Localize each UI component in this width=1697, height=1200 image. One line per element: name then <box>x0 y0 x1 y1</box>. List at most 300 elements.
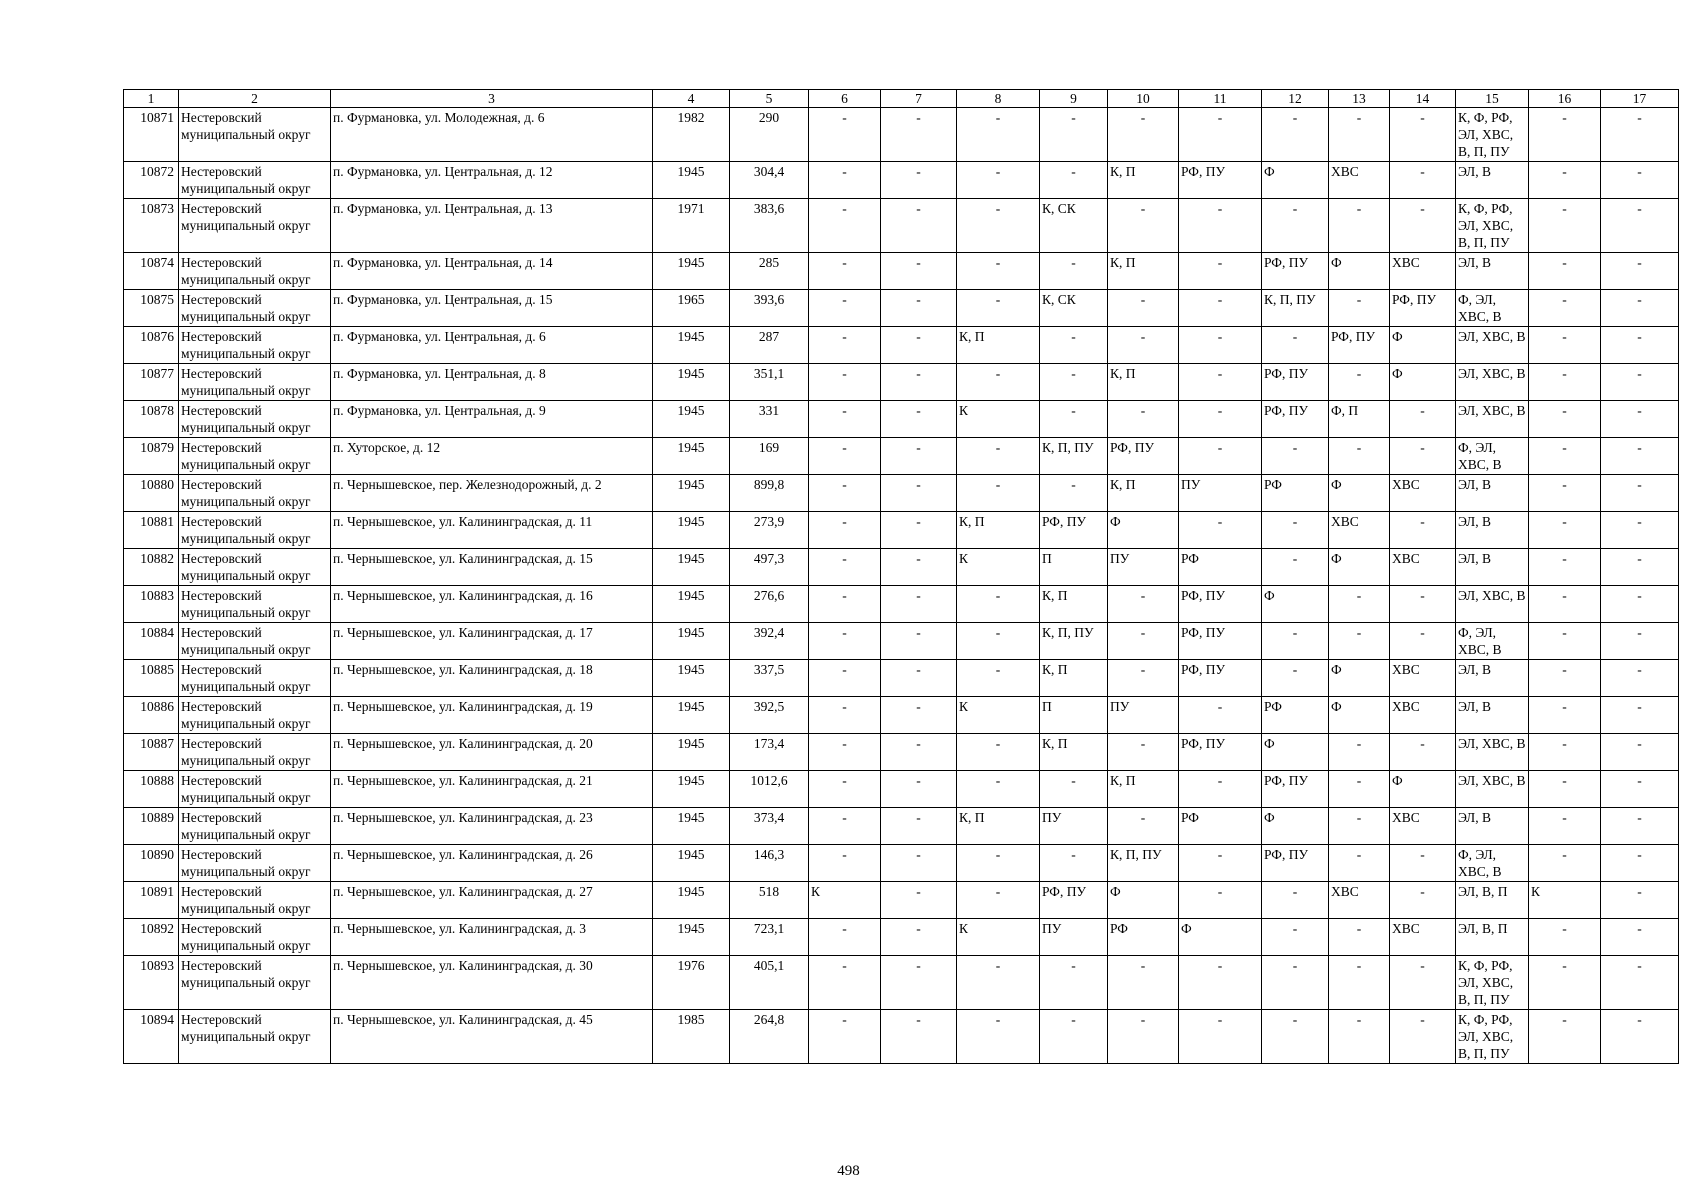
table-cell-col-5: 276,6 <box>730 586 809 623</box>
table-cell-col-10: К, П <box>1108 475 1179 512</box>
table-row <box>124 734 1679 771</box>
table-cell-col-5: 290 <box>730 108 809 162</box>
table-cell-col-10: - <box>1108 108 1179 162</box>
table-cell-col-13: ХВС <box>1329 512 1390 549</box>
table-cell-col-17: - <box>1601 327 1679 364</box>
table-cell-col-16: - <box>1529 512 1601 549</box>
table-cell-col-7: - <box>881 162 957 199</box>
table-cell-col-6: - <box>809 845 881 882</box>
table-cell-col-2: Нестеровский муниципальный округ <box>179 771 331 808</box>
table-cell-col-14: - <box>1390 623 1456 660</box>
table-cell-col-17: - <box>1601 199 1679 253</box>
table-cell-col-14: - <box>1390 108 1456 162</box>
table-cell-col-1: 10893 <box>124 956 179 1010</box>
table-cell-col-16: - <box>1529 660 1601 697</box>
table-cell-col-12: - <box>1262 512 1329 549</box>
table-cell-col-8: - <box>957 586 1040 623</box>
table-cell-col-1: 10890 <box>124 845 179 882</box>
table-cell-col-3: п. Фурмановка, ул. Центральная, д. 9 <box>331 401 653 438</box>
table-cell-col-12: К, П, ПУ <box>1262 290 1329 327</box>
table-cell-col-12: - <box>1262 549 1329 586</box>
column-header-16: 16 <box>1529 90 1601 108</box>
table-cell-col-16: - <box>1529 438 1601 475</box>
table-cell-col-2: Нестеровский муниципальный округ <box>179 586 331 623</box>
table-cell-col-15: Ф, ЭЛ, ХВС, В <box>1456 438 1529 475</box>
table-cell-col-6: - <box>809 623 881 660</box>
table-cell-col-7: - <box>881 253 957 290</box>
table-cell-col-5: 287 <box>730 327 809 364</box>
table-cell-col-16: - <box>1529 771 1601 808</box>
table-cell-col-12: - <box>1262 1010 1329 1064</box>
table-cell-col-11: - <box>1179 512 1262 549</box>
table-cell-col-15: ЭЛ, ХВС, В <box>1456 586 1529 623</box>
table-cell-col-15: К, Ф, РФ, ЭЛ, ХВС, В, П, ПУ <box>1456 108 1529 162</box>
table-cell-col-15: К, Ф, РФ, ЭЛ, ХВС, В, П, ПУ <box>1456 1010 1529 1064</box>
table-cell-col-11: РФ, ПУ <box>1179 586 1262 623</box>
table-cell-col-15: ЭЛ, ХВС, В <box>1456 364 1529 401</box>
table-cell-col-1: 10878 <box>124 401 179 438</box>
table-cell-col-15: ЭЛ, В <box>1456 475 1529 512</box>
table-cell-col-16: - <box>1529 549 1601 586</box>
table-cell-col-17: - <box>1601 108 1679 162</box>
table-cell-col-8: - <box>957 956 1040 1010</box>
table-cell-col-6: - <box>809 734 881 771</box>
table-cell-col-4: 1945 <box>653 253 730 290</box>
table-cell-col-11: - <box>1179 290 1262 327</box>
table-cell-col-16: К <box>1529 882 1601 919</box>
table-cell-col-17: - <box>1601 808 1679 845</box>
table-cell-col-4: 1945 <box>653 808 730 845</box>
table-cell-col-2: Нестеровский муниципальный округ <box>179 697 331 734</box>
column-header-2: 2 <box>179 90 331 108</box>
table-cell-col-12: - <box>1262 438 1329 475</box>
table-cell-col-9: - <box>1040 327 1108 364</box>
table-cell-col-11: РФ, ПУ <box>1179 623 1262 660</box>
table-cell-col-15: Ф, ЭЛ, ХВС, В <box>1456 845 1529 882</box>
table-cell-col-7: - <box>881 660 957 697</box>
table-cell-col-3: п. Чернышевское, ул. Калининградская, д. 23 <box>331 808 653 845</box>
table-cell-col-5: 405,1 <box>730 956 809 1010</box>
table-row <box>124 771 1679 808</box>
table-cell-col-8: - <box>957 108 1040 162</box>
table-row <box>124 253 1679 290</box>
table-cell-col-15: ЭЛ, В <box>1456 512 1529 549</box>
table-cell-col-17: - <box>1601 1010 1679 1064</box>
table-cell-col-17: - <box>1601 401 1679 438</box>
table-cell-col-16: - <box>1529 475 1601 512</box>
table-cell-col-8: К, П <box>957 512 1040 549</box>
table-cell-col-4: 1945 <box>653 327 730 364</box>
table-row <box>124 438 1679 475</box>
table-cell-col-12: - <box>1262 623 1329 660</box>
table-cell-col-5: 351,1 <box>730 364 809 401</box>
table-cell-col-7: - <box>881 1010 957 1064</box>
table-cell-col-10: РФ <box>1108 919 1179 956</box>
table-cell-col-13: - <box>1329 771 1390 808</box>
table-cell-col-4: 1945 <box>653 919 730 956</box>
column-header-12: 12 <box>1262 90 1329 108</box>
table-cell-col-7: - <box>881 919 957 956</box>
table-cell-col-11: РФ, ПУ <box>1179 162 1262 199</box>
table-cell-col-17: - <box>1601 253 1679 290</box>
table-cell-col-9: ПУ <box>1040 919 1108 956</box>
table-cell-col-9: К, П <box>1040 660 1108 697</box>
table-cell-col-4: 1945 <box>653 475 730 512</box>
table-cell-col-8: - <box>957 364 1040 401</box>
table-row <box>124 919 1679 956</box>
table-cell-col-4: 1945 <box>653 364 730 401</box>
table-cell-col-10: - <box>1108 734 1179 771</box>
table-cell-col-4: 1945 <box>653 734 730 771</box>
table-cell-col-1: 10875 <box>124 290 179 327</box>
table-cell-col-2: Нестеровский муниципальный округ <box>179 808 331 845</box>
table-cell-col-5: 169 <box>730 438 809 475</box>
table-cell-col-14: - <box>1390 512 1456 549</box>
table-cell-col-10: К, П <box>1108 162 1179 199</box>
table-cell-col-5: 146,3 <box>730 845 809 882</box>
table-cell-col-12: - <box>1262 882 1329 919</box>
table-cell-col-7: - <box>881 882 957 919</box>
table-row <box>124 549 1679 586</box>
table-cell-col-14: - <box>1390 438 1456 475</box>
table-cell-col-7: - <box>881 327 957 364</box>
table-cell-col-16: - <box>1529 327 1601 364</box>
table-cell-col-3: п. Чернышевское, ул. Калининградская, д. 45 <box>331 1010 653 1064</box>
table-row <box>124 199 1679 253</box>
table-cell-col-5: 392,5 <box>730 697 809 734</box>
table-cell-col-6: - <box>809 475 881 512</box>
table-row <box>124 512 1679 549</box>
table-cell-col-10: - <box>1108 808 1179 845</box>
table-cell-col-13: Ф <box>1329 475 1390 512</box>
table-cell-col-3: п. Фурмановка, ул. Центральная, д. 14 <box>331 253 653 290</box>
table-cell-col-8: К, П <box>957 808 1040 845</box>
table-cell-col-12: Ф <box>1262 162 1329 199</box>
table-row <box>124 475 1679 512</box>
table-cell-col-11: - <box>1179 327 1262 364</box>
table-cell-col-6: - <box>809 697 881 734</box>
table-cell-col-16: - <box>1529 586 1601 623</box>
table-cell-col-15: ЭЛ, В <box>1456 660 1529 697</box>
table-cell-col-7: - <box>881 199 957 253</box>
table-cell-col-1: 10880 <box>124 475 179 512</box>
table-cell-col-4: 1982 <box>653 108 730 162</box>
table-cell-col-9: П <box>1040 697 1108 734</box>
column-header-3: 3 <box>331 90 653 108</box>
table-cell-col-13: - <box>1329 108 1390 162</box>
table-cell-col-10: - <box>1108 290 1179 327</box>
table-cell-col-13: Ф, П <box>1329 401 1390 438</box>
table-cell-col-9: РФ, ПУ <box>1040 882 1108 919</box>
table-cell-col-9: К, П, ПУ <box>1040 438 1108 475</box>
table-cell-col-1: 10891 <box>124 882 179 919</box>
table-cell-col-4: 1945 <box>653 438 730 475</box>
table-cell-col-15: ЭЛ, В <box>1456 549 1529 586</box>
table-cell-col-9: - <box>1040 1010 1108 1064</box>
table-cell-col-16: - <box>1529 845 1601 882</box>
table-cell-col-13: - <box>1329 808 1390 845</box>
table-cell-col-9: К, СК <box>1040 199 1108 253</box>
table-cell-col-13: - <box>1329 734 1390 771</box>
table-cell-col-16: - <box>1529 162 1601 199</box>
table-row <box>124 808 1679 845</box>
table-cell-col-6: - <box>809 327 881 364</box>
table-cell-col-13: - <box>1329 1010 1390 1064</box>
table-cell-col-8: К <box>957 549 1040 586</box>
table-cell-col-9: - <box>1040 475 1108 512</box>
table-cell-col-8: К, П <box>957 327 1040 364</box>
table-cell-col-2: Нестеровский муниципальный округ <box>179 549 331 586</box>
table-cell-col-5: 518 <box>730 882 809 919</box>
table-cell-col-10: - <box>1108 199 1179 253</box>
column-header-6: 6 <box>809 90 881 108</box>
table-row <box>124 845 1679 882</box>
table-cell-col-12: Ф <box>1262 586 1329 623</box>
table-cell-col-17: - <box>1601 162 1679 199</box>
table-cell-col-6: - <box>809 586 881 623</box>
table-cell-col-5: 383,6 <box>730 199 809 253</box>
table-cell-col-4: 1965 <box>653 290 730 327</box>
table-cell-col-10: - <box>1108 586 1179 623</box>
table-cell-col-10: К, П <box>1108 253 1179 290</box>
table-cell-col-2: Нестеровский муниципальный округ <box>179 623 331 660</box>
table-cell-col-8: - <box>957 771 1040 808</box>
table-cell-col-1: 10886 <box>124 697 179 734</box>
table-cell-col-2: Нестеровский муниципальный округ <box>179 660 331 697</box>
table-cell-col-10: - <box>1108 956 1179 1010</box>
table-cell-col-1: 10882 <box>124 549 179 586</box>
table-cell-col-3: п. Чернышевское, ул. Калининградская, д. 16 <box>331 586 653 623</box>
table-cell-col-3: п. Чернышевское, ул. Калининградская, д. 11 <box>331 512 653 549</box>
table-cell-col-2: Нестеровский муниципальный округ <box>179 1010 331 1064</box>
table-cell-col-16: - <box>1529 108 1601 162</box>
table-cell-col-15: ЭЛ, ХВС, В <box>1456 327 1529 364</box>
table-cell-col-6: - <box>809 108 881 162</box>
table-cell-col-7: - <box>881 290 957 327</box>
table-cell-col-13: Ф <box>1329 253 1390 290</box>
table-cell-col-1: 10883 <box>124 586 179 623</box>
table-cell-col-9: К, П <box>1040 586 1108 623</box>
table-cell-col-10: РФ, ПУ <box>1108 438 1179 475</box>
table-cell-col-14: ХВС <box>1390 660 1456 697</box>
table-cell-col-15: К, Ф, РФ, ЭЛ, ХВС, В, П, ПУ <box>1456 199 1529 253</box>
table-cell-col-10: - <box>1108 623 1179 660</box>
table-cell-col-13: Ф <box>1329 549 1390 586</box>
table-cell-col-2: Нестеровский муниципальный округ <box>179 512 331 549</box>
table-cell-col-1: 10873 <box>124 199 179 253</box>
table-cell-col-6: - <box>809 660 881 697</box>
table-cell-col-16: - <box>1529 1010 1601 1064</box>
table-cell-col-8: К <box>957 401 1040 438</box>
table-cell-col-10: ПУ <box>1108 697 1179 734</box>
table-cell-col-2: Нестеровский муниципальный округ <box>179 438 331 475</box>
column-header-1: 1 <box>124 90 179 108</box>
table-cell-col-6: - <box>809 919 881 956</box>
table-cell-col-6: - <box>809 290 881 327</box>
table-cell-col-1: 10881 <box>124 512 179 549</box>
table-cell-col-13: - <box>1329 956 1390 1010</box>
table-cell-col-12: - <box>1262 919 1329 956</box>
table-cell-col-13: Ф <box>1329 697 1390 734</box>
table-cell-col-11: - <box>1179 253 1262 290</box>
table-cell-col-2: Нестеровский муниципальный округ <box>179 919 331 956</box>
table-cell-col-7: - <box>881 512 957 549</box>
table-cell-col-8: - <box>957 660 1040 697</box>
table-cell-col-6: - <box>809 1010 881 1064</box>
table-cell-col-8: - <box>957 845 1040 882</box>
table-cell-col-11: РФ, ПУ <box>1179 734 1262 771</box>
table-cell-col-12: РФ, ПУ <box>1262 253 1329 290</box>
table-cell-col-13: - <box>1329 290 1390 327</box>
table-cell-col-11: РФ, ПУ <box>1179 660 1262 697</box>
table-cell-col-5: 373,4 <box>730 808 809 845</box>
column-header-17: 17 <box>1601 90 1679 108</box>
table-cell-col-13: - <box>1329 623 1390 660</box>
table-cell-col-16: - <box>1529 199 1601 253</box>
table-cell-col-10: - <box>1108 1010 1179 1064</box>
table-cell-col-13: - <box>1329 364 1390 401</box>
table-row <box>124 660 1679 697</box>
table-cell-col-9: К, П, ПУ <box>1040 623 1108 660</box>
table-cell-col-5: 173,4 <box>730 734 809 771</box>
table-cell-col-3: п. Чернышевское, ул. Калининградская, д. 17 <box>331 623 653 660</box>
table-cell-col-12: - <box>1262 108 1329 162</box>
table-cell-col-2: Нестеровский муниципальный округ <box>179 882 331 919</box>
table-cell-col-9: - <box>1040 956 1108 1010</box>
table-row <box>124 162 1679 199</box>
table-cell-col-9: - <box>1040 253 1108 290</box>
table-cell-col-14: ХВС <box>1390 808 1456 845</box>
table-cell-col-11: - <box>1179 364 1262 401</box>
table-cell-col-8: - <box>957 199 1040 253</box>
table-cell-col-15: ЭЛ, В <box>1456 697 1529 734</box>
table-cell-col-6: - <box>809 438 881 475</box>
table-cell-col-4: 1976 <box>653 956 730 1010</box>
table-cell-col-2: Нестеровский муниципальный округ <box>179 401 331 438</box>
table-cell-col-17: - <box>1601 882 1679 919</box>
table-row <box>124 956 1679 1010</box>
table-cell-col-9: РФ, ПУ <box>1040 512 1108 549</box>
table-cell-col-1: 10889 <box>124 808 179 845</box>
table-cell-col-17: - <box>1601 660 1679 697</box>
table-cell-col-14: - <box>1390 199 1456 253</box>
table-cell-col-4: 1945 <box>653 697 730 734</box>
table-cell-col-2: Нестеровский муниципальный округ <box>179 956 331 1010</box>
table-row <box>124 586 1679 623</box>
table-cell-col-17: - <box>1601 734 1679 771</box>
table-cell-col-6: - <box>809 401 881 438</box>
table-cell-col-3: п. Чернышевское, ул. Калининградская, д. 3 <box>331 919 653 956</box>
table-cell-col-14: - <box>1390 882 1456 919</box>
table-cell-col-16: - <box>1529 734 1601 771</box>
table-cell-col-6: - <box>809 199 881 253</box>
table-cell-col-8: - <box>957 1010 1040 1064</box>
table-cell-col-2: Нестеровский муниципальный округ <box>179 290 331 327</box>
table-cell-col-5: 899,8 <box>730 475 809 512</box>
table-cell-col-17: - <box>1601 438 1679 475</box>
table-cell-col-11: - <box>1179 882 1262 919</box>
table-cell-col-17: - <box>1601 475 1679 512</box>
register-table <box>123 89 1679 1064</box>
table-cell-col-12: РФ, ПУ <box>1262 845 1329 882</box>
table-cell-col-5: 285 <box>730 253 809 290</box>
column-header-5: 5 <box>730 90 809 108</box>
table-cell-col-11: Ф <box>1179 919 1262 956</box>
table-cell-col-2: Нестеровский муниципальный округ <box>179 108 331 162</box>
table-cell-col-14: - <box>1390 956 1456 1010</box>
table-cell-col-3: п. Чернышевское, ул. Калининградская, д. 19 <box>331 697 653 734</box>
table-cell-col-8: - <box>957 734 1040 771</box>
table-cell-col-4: 1945 <box>653 549 730 586</box>
table-cell-col-6: - <box>809 549 881 586</box>
table-cell-col-3: п. Чернышевское, ул. Калининградская, д. 27 <box>331 882 653 919</box>
table-cell-col-10: К, П <box>1108 364 1179 401</box>
table-cell-col-1: 10894 <box>124 1010 179 1064</box>
table-cell-col-14: РФ, ПУ <box>1390 290 1456 327</box>
table-cell-col-6: - <box>809 512 881 549</box>
table-cell-col-14: ХВС <box>1390 549 1456 586</box>
table-cell-col-16: - <box>1529 919 1601 956</box>
table-cell-col-15: ЭЛ, ХВС, В <box>1456 734 1529 771</box>
table-cell-col-11: - <box>1179 771 1262 808</box>
table-cell-col-9: П <box>1040 549 1108 586</box>
table-cell-col-17: - <box>1601 956 1679 1010</box>
table-cell-col-14: ХВС <box>1390 697 1456 734</box>
table-cell-col-15: Ф, ЭЛ, ХВС, В <box>1456 623 1529 660</box>
page-number: 498 <box>837 1163 860 1179</box>
table-cell-col-10: - <box>1108 660 1179 697</box>
table-cell-col-16: - <box>1529 253 1601 290</box>
table-cell-col-12: РФ, ПУ <box>1262 771 1329 808</box>
table-cell-col-10: Ф <box>1108 882 1179 919</box>
table-cell-col-10: - <box>1108 327 1179 364</box>
table-cell-col-12: - <box>1262 199 1329 253</box>
table-cell-col-16: - <box>1529 364 1601 401</box>
table-cell-col-14: ХВС <box>1390 475 1456 512</box>
table-cell-col-14: - <box>1390 586 1456 623</box>
table-cell-col-4: 1945 <box>653 401 730 438</box>
table-cell-col-7: - <box>881 845 957 882</box>
column-header-14: 14 <box>1390 90 1456 108</box>
table-cell-col-17: - <box>1601 919 1679 956</box>
table-cell-col-13: - <box>1329 845 1390 882</box>
table-cell-col-7: - <box>881 549 957 586</box>
table-row <box>124 1010 1679 1064</box>
table-cell-col-17: - <box>1601 771 1679 808</box>
table-cell-col-13: ХВС <box>1329 882 1390 919</box>
table-cell-col-2: Нестеровский муниципальный округ <box>179 475 331 512</box>
table-cell-col-10: К, П <box>1108 771 1179 808</box>
table-cell-col-11: - <box>1179 108 1262 162</box>
table-cell-col-14: - <box>1390 1010 1456 1064</box>
table-cell-col-3: п. Фурмановка, ул. Центральная, д. 6 <box>331 327 653 364</box>
table-row <box>124 401 1679 438</box>
column-header-8: 8 <box>957 90 1040 108</box>
table-cell-col-3: п. Фурмановка, ул. Молодежная, д. 6 <box>331 108 653 162</box>
table-cell-col-11: РФ <box>1179 808 1262 845</box>
table-cell-col-9: - <box>1040 401 1108 438</box>
table-cell-col-15: ЭЛ, В <box>1456 253 1529 290</box>
table-cell-col-14: - <box>1390 162 1456 199</box>
table-cell-col-9: - <box>1040 108 1108 162</box>
table-cell-col-13: ХВС <box>1329 162 1390 199</box>
table-cell-col-4: 1945 <box>653 771 730 808</box>
table-cell-col-1: 10888 <box>124 771 179 808</box>
table-cell-col-7: - <box>881 438 957 475</box>
table-cell-col-12: Ф <box>1262 734 1329 771</box>
table-cell-col-17: - <box>1601 290 1679 327</box>
table-cell-col-2: Нестеровский муниципальный округ <box>179 845 331 882</box>
